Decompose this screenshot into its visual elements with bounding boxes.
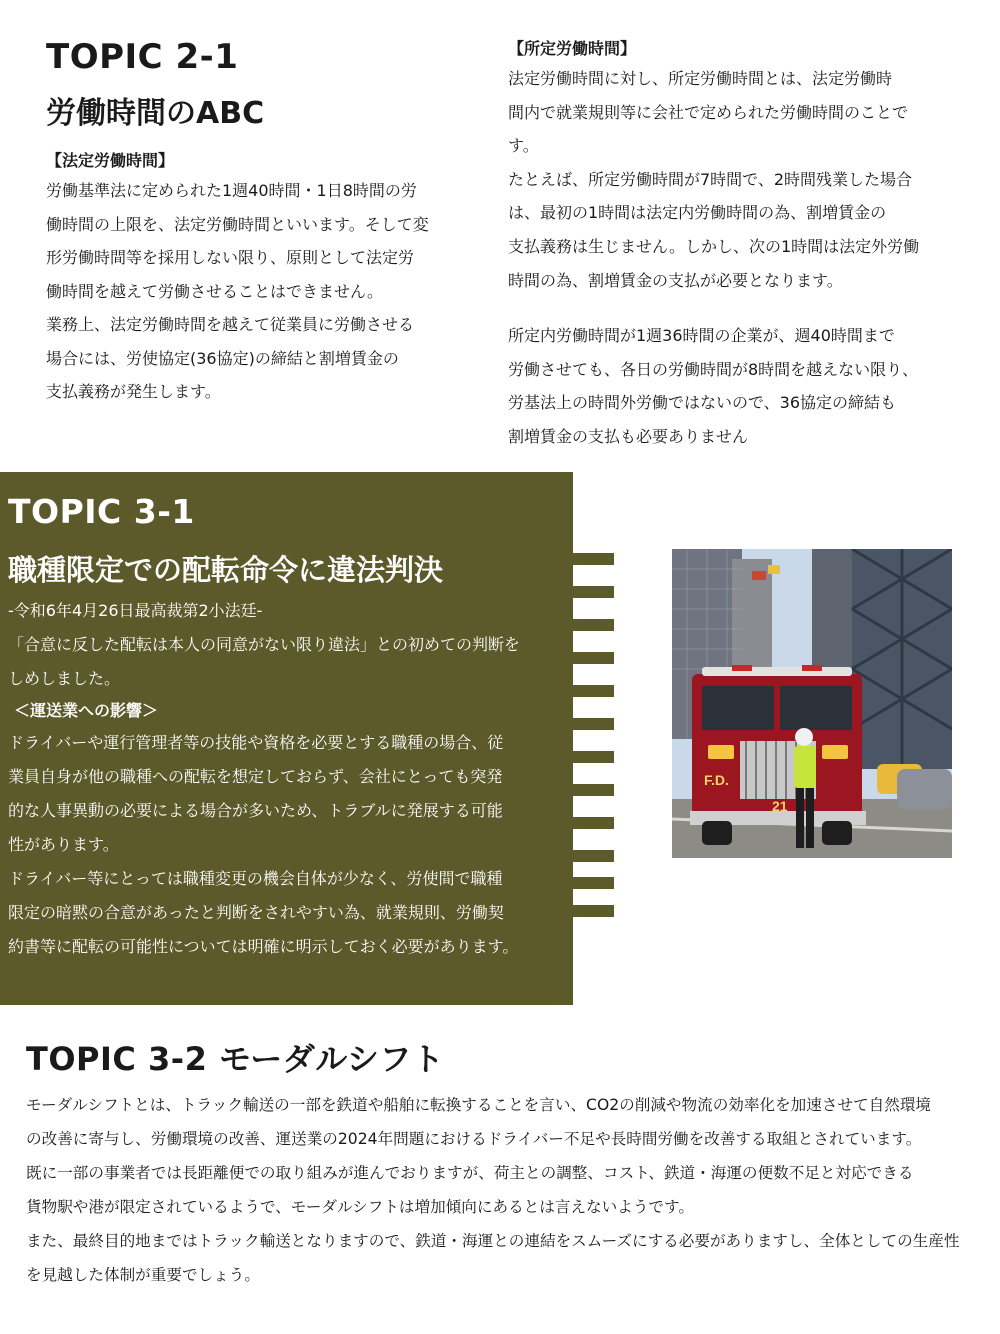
statutory-hours-line: 働時間を越えて労働させることはできません。 <box>46 281 383 301</box>
decorative-stripe <box>573 751 614 763</box>
decorative-stripe <box>573 652 614 664</box>
topic-3-2-title: TOPIC 3-2 モーダルシフト <box>26 1040 445 1078</box>
scheduled-hours-line: は、最初の1時間は法定内労働時間の為、割増賃金の <box>508 203 887 223</box>
scheduled-hours-line: す。 <box>508 136 539 156</box>
impact-line: 業員自身が他の職種への配転を想定しておらず、会社にとっても突発 <box>8 767 503 786</box>
statutory-hours-line: 場合には、労使協定(36協定)の締結と割増賃金の <box>46 348 399 368</box>
impact-line: ドライバーや運行管理者等の技能や資格を必要とする職種の場合、従 <box>8 733 504 752</box>
topic-3-1-intro-line: 「合意に反した配転は本人の同意がない限り違法」との初めての判断を <box>8 635 521 654</box>
modal-shift-line: の改善に寄与し、労働環境の改善、運送業の2024年問題におけるドライバー不足や長時間労働を改善する取組とされています。 <box>26 1130 922 1148</box>
decorative-stripe <box>573 850 614 862</box>
topic-3-1-panel <box>0 472 573 1005</box>
statutory-hours-line: 労働基準法に定められた1週40時間・1日8時間の労 <box>46 181 417 200</box>
impact-line: 的な人事異動の必要による場合が多いため、トラブルに発展する可能 <box>8 801 503 820</box>
topic-3-1-subtitle: -令和6年4月26日最高裁第2小法廷- <box>8 601 263 620</box>
fire-truck-photo <box>672 549 952 858</box>
scheduled-hours-example-line: 所定内労働時間が1週36時間の企業が、週40時間まで <box>508 326 895 346</box>
topic-3-1-number: TOPIC 3-1 <box>8 492 195 531</box>
statutory-hours-line: 業務上、法定労働時間を越えて従業員に労働させる <box>46 315 415 334</box>
impact-line: 限定の暗黙の合意があったと判断をされやすい為、就業規則、労働契 <box>8 903 504 922</box>
scheduled-hours-example-line: 割増賃金の支払も必要ありません <box>508 426 749 446</box>
statutory-hours-line: 支払義務が発生します。 <box>46 382 221 401</box>
truck-marking: F.D. <box>704 772 729 788</box>
impact-heading: ＜運送業への影響＞ <box>14 701 159 720</box>
impact-line: 約書等に配転の可能性については明確に明示しておく必要があります。 <box>8 937 519 956</box>
scheduled-hours-line: 支払義務は生じません。しかし、次の1時間は法定外労働 <box>508 236 920 256</box>
topic-2-1-number: TOPIC 2-1 <box>46 37 239 77</box>
decorative-stripe <box>573 553 614 565</box>
fire-truck-illustration <box>672 549 952 858</box>
scheduled-hours-example-line: 労働させても、各日の労働時間が8時間を越えない限り、 <box>508 359 919 379</box>
topic-3-2-body <box>26 1088 986 1292</box>
scheduled-hours-line: 時間の為、割増賃金の支払が必要となります。 <box>508 270 843 290</box>
decorative-stripe <box>573 685 614 697</box>
modal-shift-line: また、最終目的地まではトラック輸送となりますので、鉄道・海運との連結をスムーズにする必要がありますし、全体としての生産性 <box>26 1232 960 1250</box>
impact-line: ドライバー等にとっては職種変更の機会自体が少なく、労使間で職種 <box>8 869 503 888</box>
modal-shift-line: 既に一部の事業者では長距離便での取り組みが進んでおりますが、荷主との調整、コスト、鉄道・海運の便数不足と対応できる <box>26 1164 914 1182</box>
paragraph-gap <box>508 297 948 319</box>
topic-3-2-section <box>26 1038 986 1292</box>
topic-2-1-right-column <box>508 36 948 454</box>
decorative-stripe <box>573 877 614 889</box>
statutory-hours-line: 働時間の上限を、法定労働時間といいます。そして変 <box>46 214 429 234</box>
statutory-hours-heading: 【法定労働時間】 <box>46 151 175 170</box>
decorative-stripe <box>573 718 614 730</box>
topic-3-1-intro-line: しめしました。 <box>8 669 121 688</box>
scheduled-hours-heading: 【所定労働時間】 <box>508 39 637 58</box>
modal-shift-line: を見越した体制が重要でしょう。 <box>26 1266 260 1284</box>
decorative-stripe <box>573 784 614 796</box>
impact-line: 性があります。 <box>8 835 119 854</box>
scheduled-hours-line: 間内で就業規則等に会社で定められた労働時間のことで <box>508 102 909 122</box>
topic-3-1-title: 職種限定での配転命令に違法判決 <box>8 553 444 587</box>
scheduled-hours-line: 法定労働時間に対し、所定労働時間とは、法定労働時 <box>508 69 893 88</box>
modal-shift-line: 貨物駅や港が限定されているようで、モーダルシフトは増加傾向にあるとは言えないようです。 <box>26 1198 694 1216</box>
decorative-stripe <box>573 905 614 917</box>
decorative-stripe <box>573 817 614 829</box>
scheduled-hours-line: たとえば、所定労働時間が7時間で、2時間残業した場合 <box>508 169 913 189</box>
topic-2-1-left-column <box>46 34 466 409</box>
decorative-stripe <box>573 619 614 631</box>
scheduled-hours-example-line: 労基法上の時間外労働ではないので、36協定の締結も <box>508 393 897 413</box>
statutory-hours-line: 形労働時間等を採用しない限り、原則として法定労 <box>46 248 415 267</box>
topic-3-1-content <box>8 490 538 964</box>
decorative-stripe <box>573 586 614 598</box>
modal-shift-line: モーダルシフトとは、トラック輸送の一部を鉄道や船舶に転換することを言い、CO2の削減や物流の効率化を加速させて自然環境 <box>26 1096 932 1114</box>
truck-number: 21 <box>772 798 788 814</box>
topic-2-1-title: 労働時間のABC <box>46 96 265 131</box>
